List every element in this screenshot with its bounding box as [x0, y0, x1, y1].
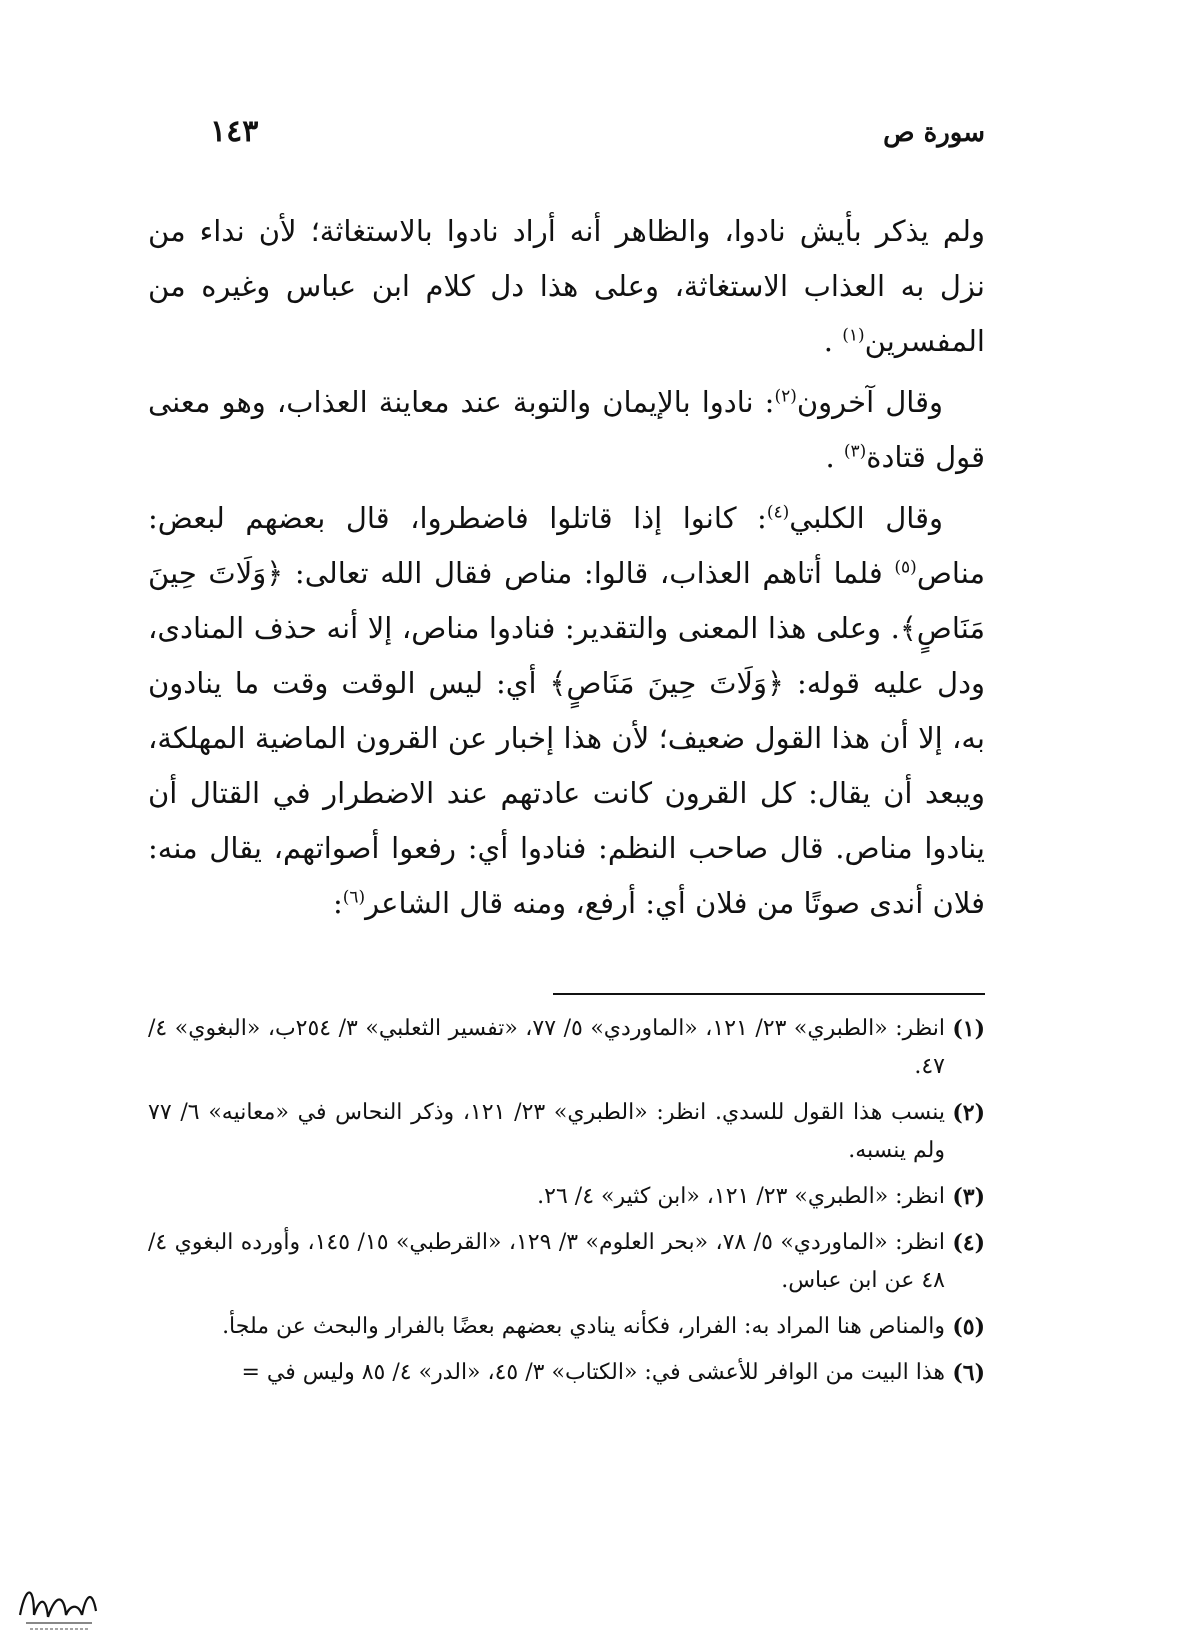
paragraph-1-text: ولم يذكر بأيش نادوا، والظاهر أنه أراد نادوا بالاستغاثة؛ لأن نداء من نزل به العذاب الاستغاثة، وعلى هذا دل كلام ابن عباس وغيره من المفسرين: [148, 214, 985, 358]
footnote-item: [148, 1224, 985, 1300]
footnote-ref-5[interactable]: (٥): [894, 557, 917, 578]
paragraph-2-text: : نادوا بالإيمان والتوبة عند معاينة العذاب، وهو معنى قول قتادة: [148, 385, 985, 474]
paragraph-3-end: :: [332, 886, 343, 920]
paragraph-3-text-1: : كانوا إذا قاتلوا فاضطروا، قال بعضهم لبعض: مناص: [148, 501, 985, 590]
footnote-item: [148, 1308, 985, 1346]
footnote-number: (٦): [952, 1360, 985, 1386]
footnote-item: [148, 1178, 985, 1216]
footnote-item: [148, 1094, 985, 1170]
footnote-text: ينسب هذا القول للسدي. انظر: «الطبري» ٢٣/ ١٢١، وذكر النحاس في «معانيه» ٦/ ٧٧ ولم ينسبه.: [148, 1100, 946, 1163]
footnote-ref-3[interactable]: (٣): [843, 441, 867, 462]
footnote-number: (٣): [952, 1184, 985, 1210]
page-header: [200, 114, 985, 168]
page-number: ١٤٣: [210, 114, 259, 149]
footnote-ref-6[interactable]: (٦): [342, 887, 366, 908]
footnote-number: (٢): [952, 1100, 985, 1126]
footnote-number: (٥): [952, 1314, 985, 1340]
paragraph-3-text-2: فلما أتاهم العذاب، قالوا: مناص فقال الله تعالى: ﴿وَلَاتَ حِينَ مَنَاصٍ﴾. وعلى هذا المعنى والتقدير: فنادوا مناص، إلا أنه حذف المنادى، ودل عليه قوله: ﴿وَلَاتَ حِينَ مَنَاصٍ﴾ أي: ليس الوقت وقت ما ينادون به، إلا أن هذا القول ضعيف؛ لأن هذا إخبار عن القرون الماضية المهلكة، ويبعد أن يقال: كل القرون كانت عادتهم عند الاضطرار في القتال أن ينادوا مناص. قال صاحب النظم: فنادوا أي: رفعوا أصواتهم، يقال منه: فلان أندى صوتًا من فلان أي: أرفع، ومنه قال الشاعر: [148, 556, 985, 920]
paragraph-1: [148, 204, 985, 369]
surah-title: سورة ص: [883, 118, 985, 148]
footnote-ref-2[interactable]: (٢): [774, 386, 797, 407]
footnote-number: (٤): [952, 1230, 985, 1256]
paragraph-3: [148, 491, 985, 931]
footnote-text: انظر: «الماوردي» ٥/ ٧٨، «بحر العلوم» ٣/ ١٢٩، «القرطبي» ١٥/ ١٤٥، وأورده البغوي ٤/ ٤٨ عن ابن عباس.: [148, 1230, 945, 1293]
footnotes: [148, 1010, 985, 1400]
footnote-text: والمناص هنا المراد به: الفرار، فكأنه ينادي بعضهم بعضًا بالفرار والبحث عن ملجأ.: [222, 1314, 945, 1339]
footnote-text: انظر: «الطبري» ٢٣/ ١٢١، «ابن كثير» ٤/ ٢٦.: [537, 1184, 945, 1209]
footnote-ref-4[interactable]: (٤): [766, 502, 790, 523]
footnote-divider: [553, 993, 985, 995]
footnote-item: [148, 1010, 985, 1086]
footnote-item: [148, 1354, 985, 1392]
paragraph-2-end: .: [825, 440, 844, 474]
main-text: [148, 204, 985, 937]
footnote-text: انظر: «الطبري» ٢٣/ ١٢١، «الماوردي» ٥/ ٧٧، «تفسير الثعلبي» ٣/ ٢٥٤ب، «البغوي» ٤/ ٤٧.: [148, 1016, 946, 1079]
paragraph-3-start: وقال الكلبي: [789, 501, 943, 535]
paragraph-2: [148, 375, 985, 485]
footnote-ref-1[interactable]: (١): [842, 325, 865, 346]
paragraph-2-start: وقال آخرون: [796, 385, 944, 419]
calligraphy-stamp-icon: [12, 1575, 102, 1635]
footnote-text: هذا البيت من الوافر للأعشى في: «الكتاب» ٣/ ٤٥، «الدر» ٤/ ٨٥ وليس في =: [241, 1360, 945, 1385]
paragraph-1-end: .: [823, 324, 843, 358]
footnote-number: (١): [952, 1016, 985, 1042]
